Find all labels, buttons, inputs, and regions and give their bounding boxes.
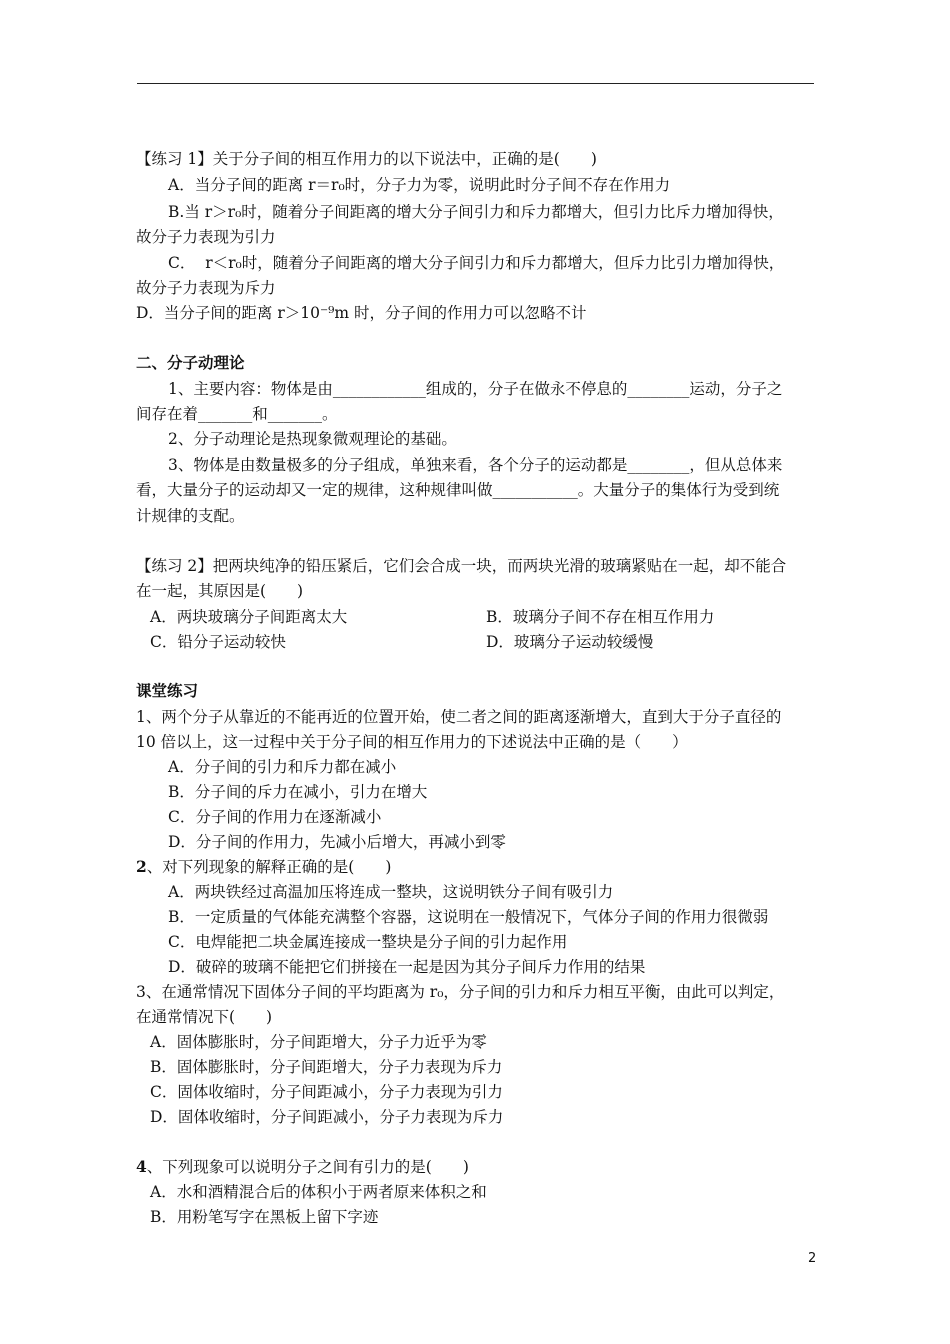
question1-stem-line2: 10 倍以上，这一过程中关于分子间的相互作用力的下述说法中正确的是（ ） [136, 733, 688, 751]
question4-text: 、下列现象可以说明分子之间有引力的是( ) [146, 1158, 469, 1176]
exercise2-option-b: B．玻璃分子间不存在相互作用力 [486, 608, 715, 626]
question3-stem-line2: 在通常情况下( ) [136, 1008, 273, 1026]
section2-para1-line1: 1、主要内容：物体是由____________组成的，分子在做永不停息的________运动，分子之 [168, 380, 783, 398]
question4-option-b: B．用粉笔写字在黑板上留下字迹 [150, 1208, 379, 1226]
question2-option-c: C．电焊能把二块金属连接成一整块是分子间的引力起作用 [168, 933, 568, 951]
exercise1-option-a: A．当分子间的距离 r＝r₀时，分子力为零，说明此时分子间不存在作用力 [168, 176, 671, 194]
question3-option-b: B．固体膨胀时，分子间距增大，分子力表现为斥力 [150, 1058, 503, 1076]
section2-para2: 2、分子动理论是热现象微观理论的基础。 [168, 430, 457, 448]
question2-option-d: D．破碎的玻璃不能把它们拼接在一起是因为其分子间斥力作用的结果 [168, 958, 646, 976]
section2-para3-line1: 3、物体是由数量极多的分子组成，单独来看，各个分子的运动都是________，但从总体来 [168, 456, 783, 474]
question2-number: 2 [136, 857, 147, 876]
question1-option-c: C．分子间的作用力在逐渐减小 [168, 808, 382, 826]
exercise1-option-c-line1: C． r＜r₀时，随着分子间距离的增大分子间引力和斥力都增大，但斥力比引力增加得快， [168, 254, 785, 272]
exercise1-option-c-line2: 故分子力表现为斥力 [136, 279, 276, 297]
question2-option-a: A．两块铁经过高温加压将连成一整块，这说明铁分子间有吸引力 [168, 883, 614, 901]
exercise2-option-d: D．玻璃分子运动较缓慢 [486, 633, 654, 651]
exercise2-option-a: A．两块玻璃分子间距离太大 [150, 608, 348, 626]
exercise2-option-c: C．铅分子运动较快 [150, 633, 286, 651]
question3-option-c: C．固体收缩时，分子间距减小，分子力表现为引力 [150, 1083, 503, 1101]
section2-para3-line2: 看，大量分子的运动却又一定的规律，这种规律叫做___________。大量分子的集体行为受到统 [136, 481, 780, 499]
question4-stem [136, 1157, 469, 1177]
question1-option-b: B．分子间的斥力在减小，引力在增大 [168, 783, 428, 801]
question3-option-d: D．固体收缩时，分子间距减小，分子力表现为斥力 [150, 1108, 504, 1126]
exercise1-option-b-line2: 故分子力表现为引力 [136, 228, 276, 246]
exercise2-stem-line2: 在一起，其原因是( ) [136, 582, 304, 600]
question4-option-a: A．水和酒精混合后的体积小于两者原来体积之和 [150, 1183, 487, 1201]
header-rule [137, 83, 814, 84]
exercise1-option-b-line1: B.当 r＞r₀时，随着分子间距离的增大分子间引力和斥力都增大，但引力比斥力增加得快， [168, 203, 784, 221]
exercise2-stem-line1: 【练习 2】把两块纯净的铅压紧后，它们会合成一块，而两块光滑的玻璃紧贴在一起，却不能合 [136, 557, 787, 575]
section2-para3-line3: 计规律的支配。 [136, 507, 245, 525]
section2-title: 二、分子动理论 [136, 353, 245, 372]
question3-option-a: A．固体膨胀时，分子间距增大，分子力近乎为零 [150, 1033, 487, 1051]
question2-stem [136, 857, 391, 877]
exercise1-option-d: D．当分子间的距离 r＞10⁻⁹m 时，分子间的作用力可以忽略不计 [136, 304, 587, 322]
practice-title: 课堂练习 [136, 681, 199, 700]
question1-option-d: D．分子间的作用力，先减小后增大，再减小到零 [168, 833, 506, 851]
exercise1-stem: 【练习 1】关于分子间的相互作用力的以下说法中，正确的是( ) [136, 150, 597, 168]
section2-para1-line2: 间存在着_______和_______。 [136, 405, 338, 423]
question2-option-b: B．一定质量的气体能充满整个容器，这说明在一般情况下，气体分子间的作用力很微弱 [168, 908, 769, 926]
question4-number: 4 [136, 1157, 147, 1176]
question3-stem-line1: 3、在通常情况下固体分子间的平均距离为 r₀，分子间的引力和斥力相互平衡，由此可以判定， [136, 983, 785, 1001]
page-number: 2 [808, 1251, 817, 1266]
question2-text: 、对下列现象的解释正确的是( ) [146, 858, 392, 876]
question1-stem-line1: 1、两个分子从靠近的不能再近的位置开始，使二者之间的距离逐渐增大，直到大于分子直径的 [136, 708, 782, 726]
question1-option-a: A．分子间的引力和斥力都在减小 [168, 758, 397, 776]
